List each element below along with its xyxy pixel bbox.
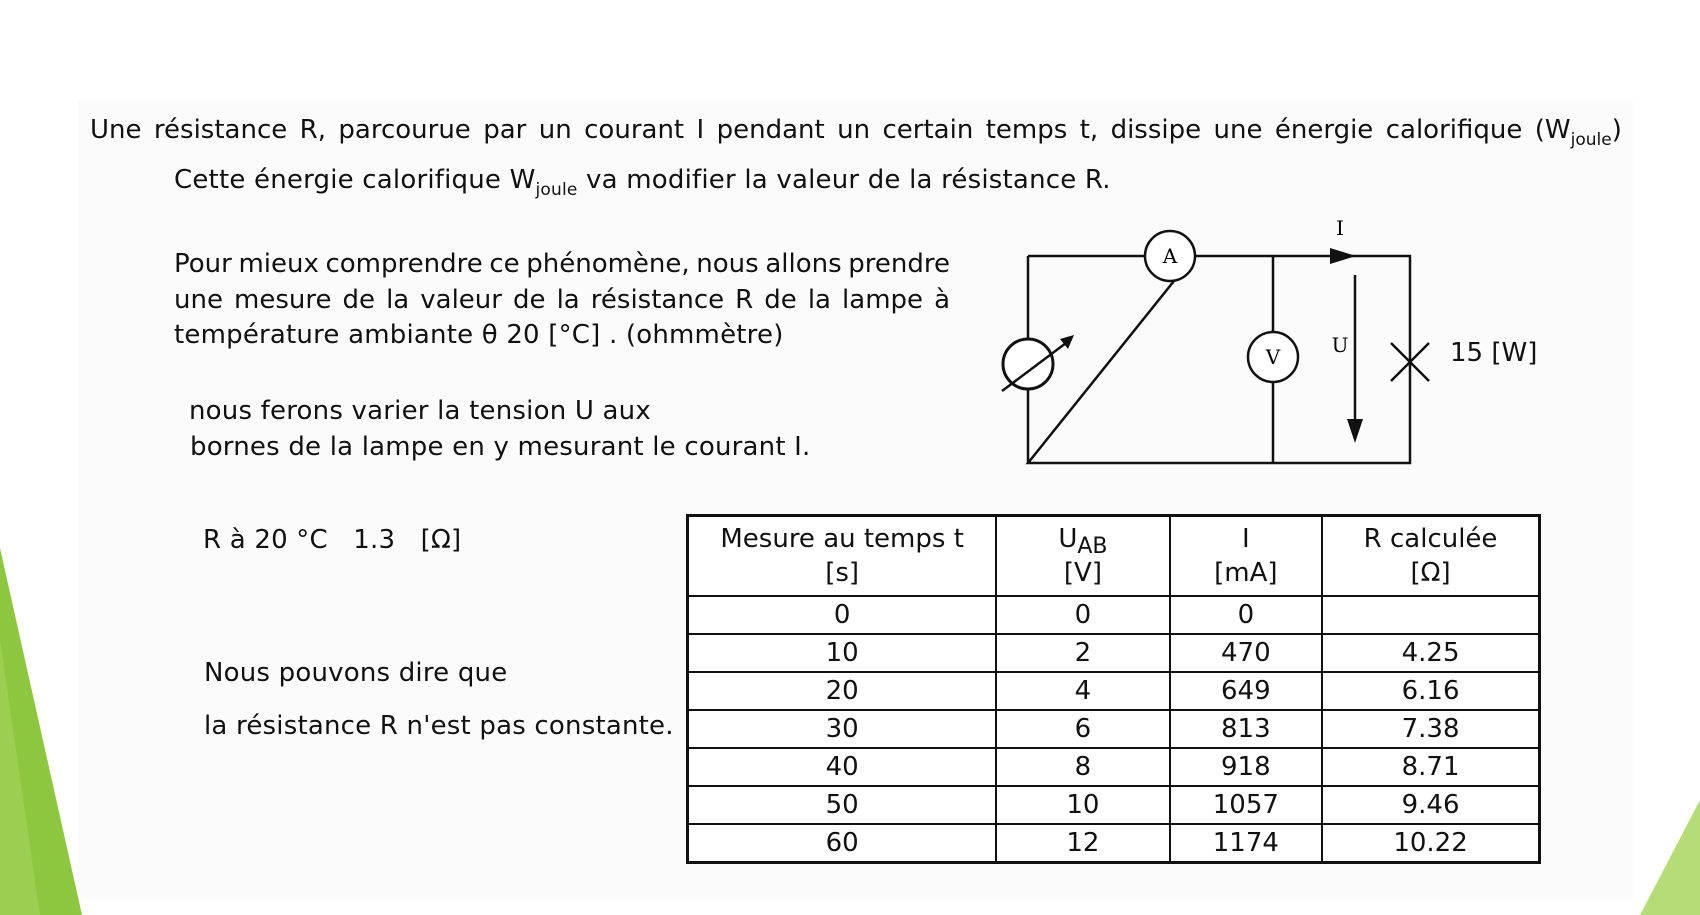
intro-word: un <box>538 115 572 145</box>
wjoule-open: (W <box>1534 115 1571 145</box>
intro-line-2-sub: joule <box>535 180 578 200</box>
cell-voltage: 0 <box>996 596 1169 634</box>
paragraph3-line-2: bornes de la lampe en y mesurant le courant I. <box>190 432 811 462</box>
cell-current: 1174 <box>1170 824 1323 863</box>
resistance-note <box>203 525 461 555</box>
resistance-note-label: R à 20 °C <box>203 525 328 555</box>
lamp-power-label: 15 [W] <box>1450 338 1538 368</box>
cell-resistance: 8.71 <box>1322 748 1539 786</box>
header-time-line1: Mesure au temps t <box>720 524 964 554</box>
p2-word: comprendre <box>325 249 483 279</box>
header-voltage-sub: AB <box>1077 534 1108 559</box>
cell-resistance: 4.25 <box>1322 634 1539 672</box>
table-row <box>688 824 1540 863</box>
p2-word: la <box>807 285 831 315</box>
paragraph3-line-1: nous ferons varier la tension U aux <box>189 396 651 426</box>
header-current <box>1170 516 1323 597</box>
p2-word: phénomène, <box>526 249 690 279</box>
p2-word: valeur <box>420 285 502 315</box>
p2-word: ce <box>489 249 520 279</box>
measurement-table <box>686 514 1541 864</box>
intro-line-2-pre: Cette énergie calorifique W <box>174 165 536 195</box>
intro-word: résistance <box>153 115 288 145</box>
cell-current: 813 <box>1170 710 1323 748</box>
wjoule-sub: joule <box>1570 130 1612 150</box>
conclusion-line-1: Nous pouvons dire que <box>204 658 508 688</box>
intro-word: temps <box>985 115 1068 145</box>
current-label: I <box>1336 216 1344 240</box>
p2-word: Pour <box>174 249 232 279</box>
conclusion-line-2: la résistance R n'est pas constante. <box>204 711 674 741</box>
p2-word: mesure <box>234 285 332 315</box>
header-resistance-line1: R calculée <box>1363 524 1498 554</box>
table-row <box>688 634 1540 672</box>
table-row <box>688 710 1540 748</box>
cell-time: 50 <box>688 786 997 824</box>
intro-wjoule <box>1534 115 1622 150</box>
intro-word: calorifique <box>1385 115 1523 145</box>
header-time <box>688 516 997 597</box>
intro-word: Une <box>90 115 142 145</box>
cell-resistance: 7.38 <box>1322 710 1539 748</box>
resistance-note-unit: [Ω] <box>420 525 462 555</box>
p2-word: prendre <box>848 249 950 279</box>
cell-resistance: 10.22 <box>1322 824 1539 863</box>
current-arrowhead <box>1330 248 1356 264</box>
header-time-line2: [s] <box>825 558 860 588</box>
cell-time: 10 <box>688 634 997 672</box>
table-row <box>688 672 1540 710</box>
header-current-line2: [mA] <box>1214 558 1278 588</box>
intro-word: par <box>483 115 527 145</box>
header-voltage-line1 <box>997 522 1168 559</box>
p2-word: R <box>735 285 754 315</box>
voltmeter-label: V <box>1265 345 1281 369</box>
intro-word: t, <box>1079 115 1099 145</box>
green-accent-right <box>1640 800 1700 915</box>
wjoule-close: ) <box>1611 115 1622 145</box>
cell-current: 0 <box>1170 596 1323 634</box>
header-resistance <box>1322 516 1539 597</box>
cell-resistance: 9.46 <box>1322 786 1539 824</box>
table-header-row <box>688 516 1540 597</box>
cell-time: 40 <box>688 748 997 786</box>
cell-resistance: 6.16 <box>1322 672 1539 710</box>
p2-word: de <box>342 285 376 315</box>
voltage-arrowhead <box>1347 419 1363 443</box>
intro-word: parcourue <box>338 115 471 145</box>
intro-word: courant <box>584 115 685 145</box>
cell-voltage: 2 <box>996 634 1169 672</box>
cell-time: 0 <box>688 596 997 634</box>
p2-word: nous <box>696 249 759 279</box>
intro-line-2-post: va modifier la valeur de la résistance R. <box>577 165 1111 195</box>
table-row <box>688 786 1540 824</box>
intro-line-1 <box>90 115 1622 150</box>
p2-word: de <box>513 285 546 315</box>
header-current-line1: I <box>1242 524 1250 554</box>
variable-source-symbol <box>1003 339 1053 389</box>
cell-voltage: 8 <box>996 748 1169 786</box>
intro-word: dissipe <box>1110 115 1202 145</box>
cell-current: 1057 <box>1170 786 1323 824</box>
intro-word: certain <box>882 115 974 145</box>
ammeter-label: A <box>1162 244 1178 268</box>
circuit-diagram <box>990 215 1430 475</box>
paragraph2-line-3: température ambiante θ 20 [°C] . (ohmmètre) <box>174 320 784 350</box>
table-row <box>688 748 1540 786</box>
resistance-note-value: 1.3 <box>353 525 396 555</box>
cell-current: 918 <box>1170 748 1323 786</box>
p2-word: mieux <box>238 249 319 279</box>
cell-time: 30 <box>688 710 997 748</box>
p2-word: à <box>934 285 950 315</box>
intro-word: énergie <box>1274 115 1374 145</box>
p2-word: allons <box>765 249 842 279</box>
header-resistance-line2: [Ω] <box>1410 558 1451 588</box>
cell-voltage: 12 <box>996 824 1169 863</box>
p2-word: une <box>174 285 223 315</box>
header-voltage <box>996 516 1169 597</box>
intro-line-2 <box>174 165 1111 200</box>
cell-resistance <box>1322 596 1539 634</box>
paragraph2-line-2 <box>174 285 950 315</box>
intro-word: pendant <box>716 115 825 145</box>
p2-word: résistance <box>590 285 725 315</box>
paragraph2-line-1 <box>174 249 950 279</box>
cell-time: 20 <box>688 672 997 710</box>
cell-current: 649 <box>1170 672 1323 710</box>
header-voltage-main: U <box>1058 524 1078 554</box>
intro-word: R, <box>299 115 326 145</box>
table-row <box>688 596 1540 634</box>
p2-word: la <box>556 285 580 315</box>
intro-word: I <box>696 115 705 145</box>
intro-word: un <box>837 115 871 145</box>
intro-word: une <box>1213 115 1263 145</box>
cell-current: 470 <box>1170 634 1323 672</box>
cell-voltage: 4 <box>996 672 1169 710</box>
voltage-label: U <box>1331 333 1349 357</box>
cell-voltage: 10 <box>996 786 1169 824</box>
p2-word: la <box>386 285 410 315</box>
cell-time: 60 <box>688 824 997 863</box>
p2-word: lampe <box>842 285 924 315</box>
p2-word: de <box>764 285 797 315</box>
cell-voltage: 6 <box>996 710 1169 748</box>
header-voltage-line2: [V] <box>1063 558 1102 588</box>
